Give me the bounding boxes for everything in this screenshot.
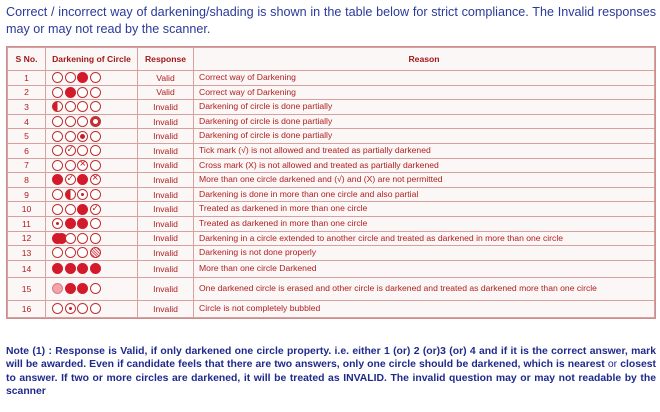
bubble-erased-icon — [52, 283, 63, 294]
response-cell: Invalid — [138, 143, 194, 158]
row-number: 14 — [8, 260, 46, 277]
bubble-empty-icon — [77, 247, 88, 258]
response-cell: Invalid — [138, 187, 194, 202]
row-number: 4 — [8, 114, 46, 129]
bubble-empty-icon — [52, 189, 63, 200]
bubble-empty-icon — [90, 160, 101, 171]
note-paragraph — [6, 345, 656, 399]
header-reason: Reason — [194, 48, 655, 71]
bubble-group — [46, 158, 138, 173]
bubble-group — [46, 129, 138, 144]
bubble-empty-icon — [90, 233, 101, 244]
reason-cell: Darkening in a circle extended to another circle and treated as darkened in more than one circle — [194, 231, 655, 246]
row-number: 9 — [8, 187, 46, 202]
bubble-empty-icon — [90, 283, 101, 294]
reason-cell: Tick mark (√) is not allowed and treated as partially darkened — [194, 143, 655, 158]
bubble-filled-icon — [77, 72, 88, 83]
bubble-group — [46, 277, 138, 300]
reason-cell: Cross mark (X) is not allowed and treated as partially darkened — [194, 158, 655, 173]
bubble-filled-icon — [77, 174, 88, 185]
row-number: 3 — [8, 100, 46, 115]
bubble-filled-icon — [77, 283, 88, 294]
bubble-empty-icon — [90, 145, 101, 156]
table-row — [8, 100, 655, 115]
bubble-group — [46, 231, 138, 246]
bubble-empty-icon — [90, 189, 101, 200]
bubble-empty-icon — [77, 233, 88, 244]
reason-cell: More than one circle darkened and (√) and (X) are not permitted — [194, 173, 655, 188]
bubble-group — [46, 216, 138, 231]
table-row — [8, 187, 655, 202]
row-number: 16 — [8, 300, 46, 317]
bubble-group — [46, 114, 138, 129]
bubble-filled-icon — [52, 263, 63, 274]
bubble-empty-icon — [52, 303, 63, 314]
response-cell: Invalid — [138, 100, 194, 115]
darkening-rules-table — [6, 46, 656, 319]
bubble-empty-icon — [52, 72, 63, 83]
header-darkening: Darkening of Circle — [46, 48, 138, 71]
table-row — [8, 246, 655, 261]
bubble-empty-icon — [77, 116, 88, 127]
bubble-empty-icon — [90, 87, 101, 98]
bubble-empty-icon — [65, 116, 76, 127]
row-number: 8 — [8, 173, 46, 188]
table-row — [8, 114, 655, 129]
response-cell: Invalid — [138, 158, 194, 173]
row-number: 7 — [8, 158, 46, 173]
table-row — [8, 71, 655, 86]
table-row — [8, 202, 655, 217]
bubble-filled-icon — [90, 263, 101, 274]
row-number: 12 — [8, 231, 46, 246]
table-header-row — [8, 48, 655, 71]
bubble-group — [46, 85, 138, 100]
reason-cell: More than one circle Darkened — [194, 260, 655, 277]
bubble-group — [46, 260, 138, 277]
row-number: 2 — [8, 85, 46, 100]
table-row — [8, 143, 655, 158]
response-cell: Invalid — [138, 277, 194, 300]
bubble-thick-ring-icon — [90, 116, 101, 127]
bubble-empty-icon — [65, 247, 76, 258]
bubble-empty-icon — [65, 72, 76, 83]
bubble-group — [46, 100, 138, 115]
bubble-empty-icon — [52, 160, 63, 171]
bubble-empty-icon — [52, 131, 63, 142]
bubble-empty-icon — [65, 131, 76, 142]
row-number: 10 — [8, 202, 46, 217]
response-cell: Valid — [138, 85, 194, 100]
response-cell: Invalid — [138, 231, 194, 246]
bubble-filled-icon — [77, 218, 88, 229]
bubble-empty-icon — [77, 145, 88, 156]
bubble-half-filled-icon — [65, 189, 76, 200]
row-number: 13 — [8, 246, 46, 261]
reason-cell: Darkening is not done properly — [194, 246, 655, 261]
note-text-part2: closest to answer. If two or more circles are darkened, it will be treated as INVALID. The invalid question may or may not readable by the scanner — [6, 359, 657, 398]
reason-cell: Circle is not completely bubbled — [194, 300, 655, 317]
bubble-empty-icon — [90, 72, 101, 83]
table-row — [8, 216, 655, 231]
table-row — [8, 173, 655, 188]
response-cell: Invalid — [138, 216, 194, 231]
reason-cell: Treated as darkened in more than one circle — [194, 202, 655, 217]
bubble-empty-icon — [90, 131, 101, 142]
bubble-filled-icon — [52, 174, 63, 185]
bubble-group — [46, 71, 138, 86]
response-cell: Invalid — [138, 114, 194, 129]
bubble-empty-icon — [52, 87, 63, 98]
bubble-empty-icon — [77, 303, 88, 314]
bubble-half-filled-icon — [52, 101, 63, 112]
bubble-empty-icon — [90, 101, 101, 112]
note-text-part1: Note (1) : Response is Valid, if only darkened one circle property. i.e. either 1 (or) 2 (or)3 (or) 4 and if it is the correct answer, mark will be awarded. Even if candidate feels that there are two answers, only one circle should be darkened, which is nearest — [6, 346, 656, 371]
bubble-dot-icon — [77, 189, 88, 200]
reason-cell: Correct way of Darkening — [194, 85, 655, 100]
bubble-empty-icon — [65, 204, 76, 215]
row-number: 1 — [8, 71, 46, 86]
bubble-dot-icon — [52, 218, 63, 229]
bubble-group — [46, 246, 138, 261]
bubble-filled-icon — [65, 218, 76, 229]
table-row — [8, 231, 655, 246]
response-cell: Invalid — [138, 300, 194, 317]
row-number: 6 — [8, 143, 46, 158]
bubble-cross-icon — [77, 160, 88, 171]
bubble-filled-icon — [77, 263, 88, 274]
row-number: 5 — [8, 129, 46, 144]
reason-cell: Darkening of circle is done partially — [194, 100, 655, 115]
bubble-scribbled-icon — [90, 247, 101, 258]
reason-cell: Treated as darkened in more than one circle — [194, 216, 655, 231]
bubble-empty-icon — [52, 116, 63, 127]
bubble-group — [46, 143, 138, 158]
bubble-group — [46, 187, 138, 202]
row-number: 11 — [8, 216, 46, 231]
reason-cell: Darkening is done in more than one circle and also partial — [194, 187, 655, 202]
header-sno: S No. — [8, 48, 46, 71]
header-response: Response — [138, 48, 194, 71]
bubble-empty-icon — [65, 233, 76, 244]
bubble-tick-icon — [65, 174, 76, 185]
note-or-word: or — [607, 359, 618, 371]
reason-cell: Correct way of Darkening — [194, 71, 655, 86]
response-cell: Invalid — [138, 246, 194, 261]
table-row — [8, 129, 655, 144]
response-cell: Invalid — [138, 173, 194, 188]
bubble-tick-icon — [65, 145, 76, 156]
row-number: 15 — [8, 277, 46, 300]
bubble-cross-icon — [90, 174, 101, 185]
bubble-filled-icon — [65, 283, 76, 294]
table-row — [8, 260, 655, 277]
response-cell: Invalid — [138, 260, 194, 277]
bubble-empty-icon — [77, 101, 88, 112]
response-cell: Invalid — [138, 202, 194, 217]
bubble-empty-icon — [90, 218, 101, 229]
table-row — [8, 158, 655, 173]
bubble-empty-icon — [65, 101, 76, 112]
bubble-empty-icon — [90, 303, 101, 314]
bubble-empty-icon — [52, 247, 63, 258]
reason-cell: Darkening of circle is done partially — [194, 114, 655, 129]
reason-cell: Darkening of circle is done partially — [194, 129, 655, 144]
bubble-extended-icon — [52, 233, 63, 244]
bubble-group — [46, 300, 138, 317]
bubble-empty-icon — [52, 145, 63, 156]
bubble-filled-icon — [65, 87, 76, 98]
bubble-empty-icon — [77, 87, 88, 98]
table-row — [8, 277, 655, 300]
bubble-group — [46, 173, 138, 188]
bubble-dot-icon — [65, 303, 76, 314]
response-cell: Valid — [138, 71, 194, 86]
bubble-empty-icon — [65, 160, 76, 171]
reason-cell: One darkened circle is erased and other circle is darkened and treated as darkened more than one circle — [194, 277, 655, 300]
table-row — [8, 300, 655, 317]
bubble-empty-icon — [52, 204, 63, 215]
bubble-filled-icon — [77, 204, 88, 215]
bubble-partial-icon — [77, 131, 88, 142]
table-row — [8, 85, 655, 100]
intro-text: Correct / incorrect way of darkening/shading is shown in the table below for strict compliance. The Invalid responses may or may not read by the scanner. — [6, 5, 656, 36]
bubble-filled-icon — [65, 263, 76, 274]
bubble-tick-icon — [90, 204, 101, 215]
bubble-group — [46, 202, 138, 217]
response-cell: Invalid — [138, 129, 194, 144]
